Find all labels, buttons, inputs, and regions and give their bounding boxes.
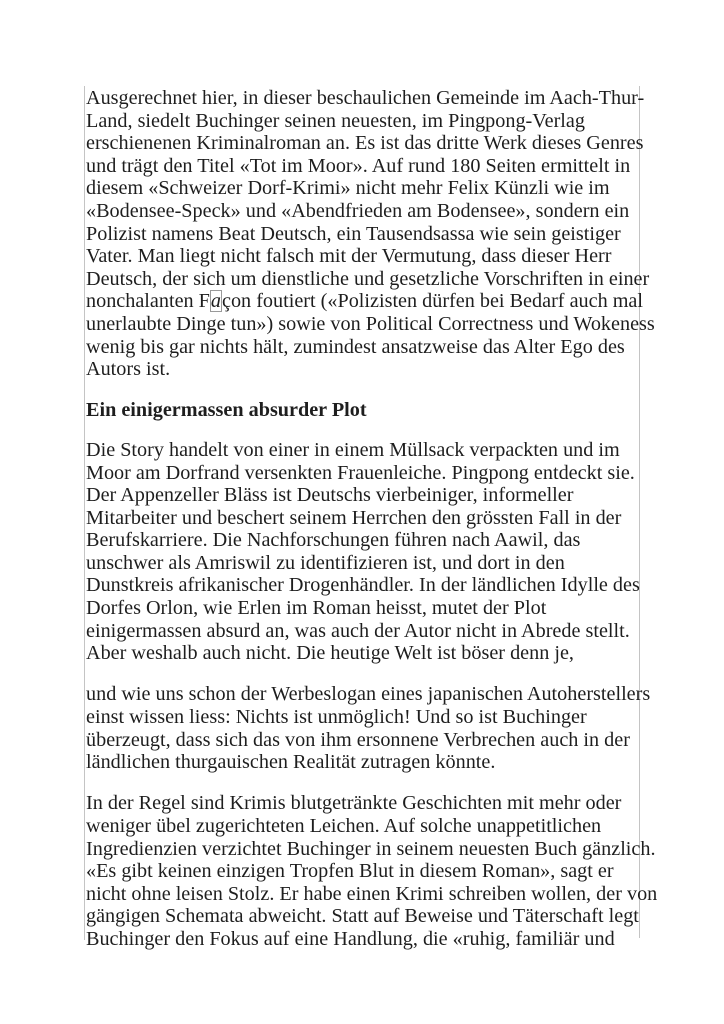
text-line: Vater. Man liegt nicht falsch mit der Vermutung, dass dieser Herr xyxy=(86,245,612,268)
text-line: nicht ohne leisen Stolz. Er habe einen Krimi schreiben wollen, der von xyxy=(86,882,658,905)
text-line: Moor am Dorfrand versenkten Frauenleiche. Pingpong entdeckt sie. xyxy=(86,461,635,484)
text-line: Ausgerechnet hier, in dieser beschaulichen Gemeinde im Aach-Thur- xyxy=(86,87,645,109)
text-line: Mitarbeiter und beschert seinem Herrchen den grössten Fall in der xyxy=(86,506,622,529)
paragraph-2 xyxy=(86,439,646,665)
text-line: ländlichen thurgauischen Realität zutragen könnte. xyxy=(86,751,496,774)
text-line: überzeugt, dass sich das von ihm ersonnene Verbrechen auch in der xyxy=(86,728,630,751)
section-heading: Ein einigermassen absurder Plot xyxy=(86,399,367,422)
paragraph-4 xyxy=(86,792,658,950)
paragraph-3 xyxy=(86,683,651,774)
text-line: Autors ist. xyxy=(86,358,171,381)
paragraph-1 xyxy=(86,87,655,381)
text-line: In der Regel sind Krimis blutgetränkte Geschichten mit mehr oder xyxy=(86,792,622,815)
text-line: unerlaubte Dinge tun») sowie von Political Correctness und Wokeness xyxy=(86,312,655,335)
text-line: erschienenen Kriminalroman an. Es ist das dritte Werk dieses Genres xyxy=(86,132,644,155)
left-margin-rule xyxy=(84,86,85,940)
text-line: einigermassen absurd an, was auch der Autor nicht in Abrede stellt. xyxy=(86,619,630,642)
text-fragment: çon foutiert («Polizisten dürfen bei Bedarf auch mal xyxy=(222,290,643,313)
highlighted-character: a xyxy=(210,290,221,313)
text-line: Ingredienzien verzichtet Buchinger in seinem neuesten Buch gänzlich. xyxy=(86,837,656,860)
text-fragment: nonchalanten F xyxy=(86,290,210,313)
article-body xyxy=(86,87,658,969)
text-line: Der Appenzeller Bläss ist Deutschs vierbeiniger, informeller xyxy=(86,484,574,507)
text-line: weniger übel zugerichteten Leichen. Auf solche unappetitlichen xyxy=(86,815,602,837)
text-line: Berufskarriere. Die Nachforschungen führen nach Aawil, das xyxy=(86,529,581,552)
text-line: Buchinger den Fokus auf eine Handlung, die «ruhig, familiär und xyxy=(86,927,615,950)
text-line: Deutsch, der sich um dienstliche und gesetzliche Vorschriften in einer xyxy=(86,267,650,290)
text-line: unschwer als Amriswil zu identifizieren ist, und dort in den xyxy=(86,551,565,574)
text-line: Land, siedelt Buchinger seinen neuesten, im Pingpong-Verlag xyxy=(86,109,585,132)
text-line: und trägt den Titel «Tot im Moor». Auf rund 180 Seiten ermittelt in xyxy=(86,154,631,177)
text-line: Die Story handelt von einer in einem Müllsack verpackten und im xyxy=(86,438,620,461)
text-line: wenig bis gar nichts hält, zumindest ansatzweise das Alter Ego des xyxy=(86,335,625,358)
text-line-with-marked-character xyxy=(86,290,646,313)
text-line: gängigen Schemata abweicht. Statt auf Beweise und Täterschaft legt xyxy=(86,905,639,928)
text-line: Dorfes Orlon, wie Erlen im Roman heisst, mutet der Plot xyxy=(86,597,547,620)
text-line: und wie uns schon der Werbeslogan eines japanischen Autoherstellers xyxy=(86,683,651,706)
text-line: Polizist namens Beat Deutsch, ein Tausendsassa wie sein geistiger xyxy=(86,222,621,245)
text-line: Aber weshalb auch nicht. Die heutige Welt ist böser denn je, xyxy=(86,642,574,665)
text-line: «Bodensee-Speck» und «Abendfrieden am Bodensee», sondern ein xyxy=(86,199,630,222)
text-line: einst wissen liess: Nichts ist unmöglich! Und so ist Buchinger xyxy=(86,706,587,729)
text-line: Dunstkreis afrikanischer Drogenhändler. In der ländlichen Idylle des xyxy=(86,574,640,597)
text-line: «Es gibt keinen einzigen Tropfen Blut in diesem Roman», sagt er xyxy=(86,860,614,883)
text-line: diesem «Schweizer Dorf-Krimi» nicht mehr Felix Künzli wie im xyxy=(86,177,610,200)
